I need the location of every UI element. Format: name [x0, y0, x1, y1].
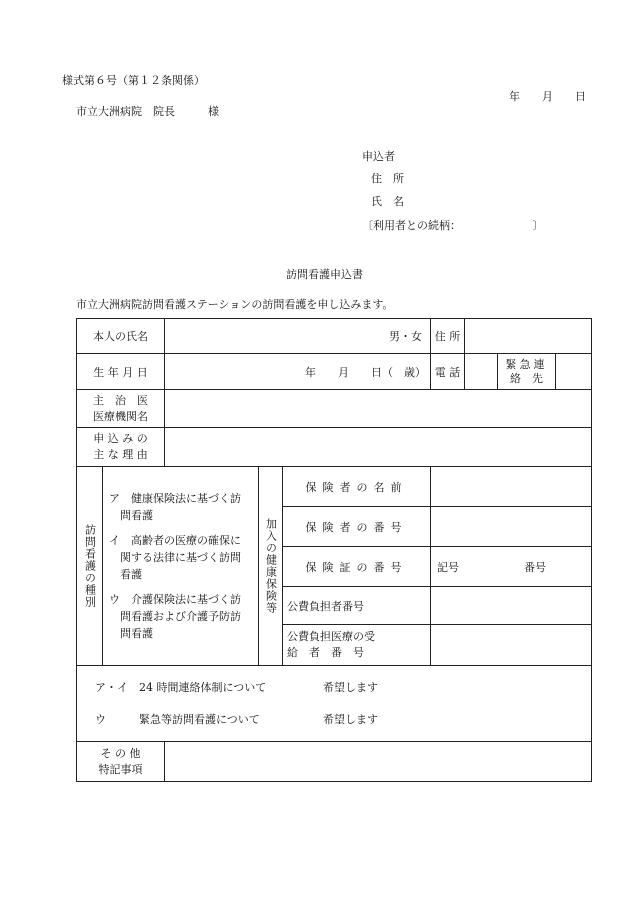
row-other: [77, 742, 592, 782]
visit-type-i-line2: 関する法律に基づく訪問: [109, 551, 241, 564]
service-ai-value[interactable]: 希望します: [323, 680, 378, 694]
public-recipient-label-line2: 給 者 番 号: [287, 646, 364, 659]
applicant-address-label: 住 所: [371, 172, 404, 185]
other-label-line2: 特記事項: [98, 762, 143, 776]
public-payer-label: 公費負担者番号: [283, 587, 431, 625]
document-title: 訪問看護申込書: [286, 268, 363, 281]
insurer-name-label: 保険者の名前: [283, 467, 431, 507]
phone-field[interactable]: [465, 354, 498, 390]
service-u[interactable]: [95, 712, 591, 728]
insurer-number-label: 保険者の番号: [283, 507, 431, 547]
other-field[interactable]: [165, 742, 592, 782]
card-number-label: 保険証の番号: [283, 547, 431, 587]
doctor-label-line1: 主 治 医: [93, 393, 148, 407]
insurance-label: [259, 467, 283, 666]
form-number: 様式第６号（第１２条関係）: [62, 74, 205, 87]
visit-type-i[interactable]: [109, 532, 258, 583]
visit-type-u[interactable]: [109, 591, 258, 642]
date-line: 年 月 日: [509, 90, 586, 103]
reason-field[interactable]: [165, 428, 592, 467]
row-doctor: [77, 390, 592, 428]
card-no-label: 番号: [524, 560, 546, 574]
document-intro: 市立大洲病院訪問看護ステーションの訪問看護を申し込みます。: [76, 298, 394, 311]
phone-label: 電 話: [431, 354, 465, 390]
visit-type-a[interactable]: [109, 490, 258, 524]
addressee: 市立大洲病院 院長 様: [76, 105, 219, 118]
visit-type-i-line3: 看護: [109, 568, 142, 581]
applicant-relation-label: 〔利用者との続柄： 〕: [362, 219, 544, 232]
reason-label-line2: 主 な 理 由: [93, 448, 148, 461]
doctor-label: [77, 390, 165, 428]
emergency-label-line1: 緊急連: [505, 357, 548, 371]
other-label: [77, 742, 165, 782]
address-field[interactable]: [465, 319, 592, 354]
row-name: [77, 319, 592, 354]
birth-format: 年 月 日（ 歳）: [305, 365, 426, 379]
card-symbol-label: 記号: [437, 560, 459, 574]
emergency-label-line2: 絡 先: [510, 371, 543, 385]
visit-type-u-line1: ウ 介護保険法に基づく訪: [109, 593, 241, 606]
card-number-field[interactable]: [431, 547, 592, 587]
insurer-number-field[interactable]: [431, 507, 592, 547]
row-birth: [77, 354, 592, 390]
visit-type-a-line2: 問看護: [109, 509, 153, 522]
visit-type-a-line1: ア 健康保険法に基づく訪: [109, 492, 241, 505]
insurer-name-field[interactable]: [431, 467, 592, 507]
other-label-line1: そ の 他: [100, 746, 141, 760]
service-ai[interactable]: [95, 680, 591, 704]
visit-type-u-line3: 問看護: [109, 627, 153, 640]
row-insurer-name: [77, 467, 592, 507]
emergency-field[interactable]: [556, 354, 592, 390]
public-payer-field[interactable]: [431, 587, 592, 625]
service-ai-label: ア・イ 24 時間連絡体制について: [95, 680, 267, 694]
visit-type-label: [77, 467, 103, 666]
visit-type-u-line2: 問看護および介護予防訪: [109, 610, 241, 623]
doctor-field[interactable]: [165, 390, 592, 428]
doctor-label-line2: 医療機関名: [93, 409, 148, 423]
applicant-name-label: 氏 名: [371, 195, 404, 208]
visit-type-i-line1: イ 高齢者の医療の確保に: [109, 534, 241, 547]
birth-field[interactable]: [165, 354, 431, 390]
public-recipient-field[interactable]: [431, 625, 592, 666]
reason-label-line1: 申 込 み の: [93, 432, 148, 445]
applicant-label: 申込者: [362, 150, 395, 163]
address-label: 住 所: [431, 319, 465, 354]
service-preferences: [77, 666, 592, 742]
gender-choice[interactable]: 男・女: [389, 330, 422, 343]
application-table: [76, 318, 592, 782]
public-recipient-label-line1: 公費負担医療の受: [287, 630, 375, 643]
reason-label: [77, 428, 165, 467]
visit-type-label-text: 訪問看護の種別: [83, 524, 97, 608]
emergency-label: [498, 354, 556, 390]
birth-label: 生 年 月 日: [77, 354, 165, 390]
name-label: 本人の氏名: [77, 319, 165, 354]
visit-type-options[interactable]: [103, 467, 259, 666]
service-u-value[interactable]: 希望します: [323, 712, 378, 726]
name-field[interactable]: [165, 319, 431, 354]
row-reason: [77, 428, 592, 467]
row-service-preferences: [77, 666, 592, 742]
public-recipient-label: [283, 625, 431, 666]
service-u-label: ウ 緊急等訪問看護について: [95, 712, 260, 726]
insurance-label-text: 加入の健康保険等: [264, 518, 278, 614]
